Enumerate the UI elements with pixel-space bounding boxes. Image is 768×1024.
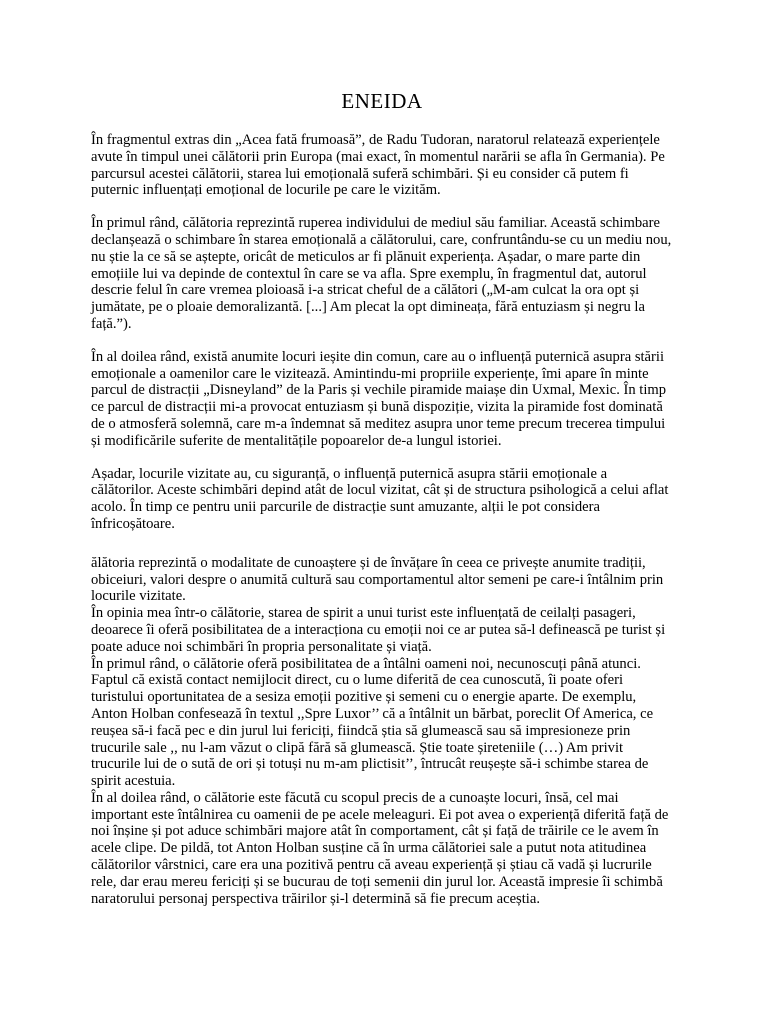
- paragraph-spacer: [91, 533, 673, 555]
- paragraph-spacer: [91, 199, 673, 215]
- paragraph-second-essay-argument-one: În primul rând, o călătorie oferă posibilitatea de a întâlni oameni noi, necunoscuți până atunci. Faptul că există contact nemijlocit direct, cu o lume diferită de cea cunoscută, îi poate oferi turistului oportunitatea de a sesiza emoții pozitive și semeni cu o energie aparte. De exemplu, Anton Holban confesează în textul ,,Spre Luxor’’ că a întâlnit un bărbat, poreclit Of America, ce reușea să-i facă pec e din jurul lui fericiți, fiindcă știa să glumească sau să impresioneze prin trucurile sale ,, nu l-am văzut o clipă fără să glumească. Știe toate șireteniile (…) Am privit trucurile lui de o sută de ori și totuși nu m-am plictisit’’, întrucât reușește să-i schimbe starea de spirit acestuia.: [91, 655, 654, 790]
- paragraph-intro: În fragmentul extras din „Acea fată frumoasă”, de Radu Tudoran, naratorul relatează experiențele avute în timpul unei călătorii prin Europa (mai exact, în momentul narării se afla în Germania). Pe parcursul acestei călătorii, starea lui emoțională suferă schimbări. Și eu consider că putem fi puternic influențați emoțional de locurile pe care le vizităm.: [91, 132, 665, 199]
- paragraph-second-essay-argument-two: În al doilea rând, o călătorie este făcută cu scopul precis de a cunoaște locuri, însă, cel mai important este întâlnirea cu oamenii de pe acele meleaguri. Ei pot avea o experiență diferită față de noi înșine și pot aduce schimbări majore atât în comportament, cât și față de trăirile ce le avem în acele clipe. De pildă, tot Anton Holban susține că în urma călătoriei sale a putut nota atitudinea călătorilor vârstnici, care era una pozitivă pentru că aveau experiență și știau că vadă și lucrurile rele, dar erau mereu fericiți și se bucurau de toți semenii din jurul lor. Această impresie îi schimbă naratorului personaj perspectiva trăirilor și-l determină să fie precum aceștia.: [91, 789, 669, 907]
- paragraph-conclusion: Așadar, locurile vizitate au, cu siguranță, o influență puternică asupra stării emoționale a călătorilor. Aceste schimbări depind atât de locul vizitat, cât și de structura psihologică a celui aflat acolo. În timp ce pentru unii parcurile de distracție sunt amuzante, alții le pot considera înfricoșătoare.: [91, 465, 669, 532]
- paragraph-first-argument: În primul rând, călătoria reprezintă ruperea individului de mediul său familiar. Această schimbare declanșează o schimbare în starea emoțională a călătorului, care, confruntându-se cu un mediu nou, nu știe la ce să se aștepte, oricât de meticulos ar fi plănuit experiența. Așadar, o mare parte din emoțiile lui va depinde de contextul în care se va afla. Spre exemplu, în fragmentul dat, autorul descrie felul în care vremea ploioasă i-a stricat cheful de a călători („M-am culcat la ora opt și jumătate, pe o ploaie demoralizantă. [...] Am plecat la opt dimineața, fără entuziasm și negru la față.”).: [91, 215, 672, 332]
- document-title: ENEIDA: [341, 89, 423, 113]
- paragraph-second-essay-thesis: În opinia mea într-o călătorie, starea de spirit a unui turist este influențată de ceilalți pasageri, deoarece îi oferă posibilitatea de a interacționa cu emoții noi ce ar putea să-l definească pe turist și poate aduce noi schimbări în propria personalitate și viață.: [91, 605, 666, 655]
- paragraph-spacer: [91, 333, 673, 349]
- paragraph-second-essay-intro: ălătoria reprezintă o modalitate de cunoaștere și de învățare în ceea ce privește anumite tradiții, obiceiuri, valori despre o anumită cultură sau comportamentul altor semeni pe care-i întâlnim prin locurile vizitate.: [91, 554, 664, 605]
- paragraph-second-argument: În al doilea rând, există anumite locuri ieșite din comun, care au o influență puternică asupra stării emoționale a oamenilor care le vizitează. Amintindu-mi propriile experiențe, îmi apare în minte parcul de distracții „Disneyland” de la Paris și vechile piramide maiașe din Uxmal, Mexic. În timp ce parcul de distracții mi-a provocat entuziasm și bună dispoziție, vizita la piramide fost dominată de o atmosferă solemnă, care m-a îndemnat să meditez asupra unor teme precum trecerea timpului și modificările suferite de mentalitățile popoarelor de-a lungul istoriei.: [91, 348, 667, 449]
- paragraph-spacer: [91, 450, 673, 466]
